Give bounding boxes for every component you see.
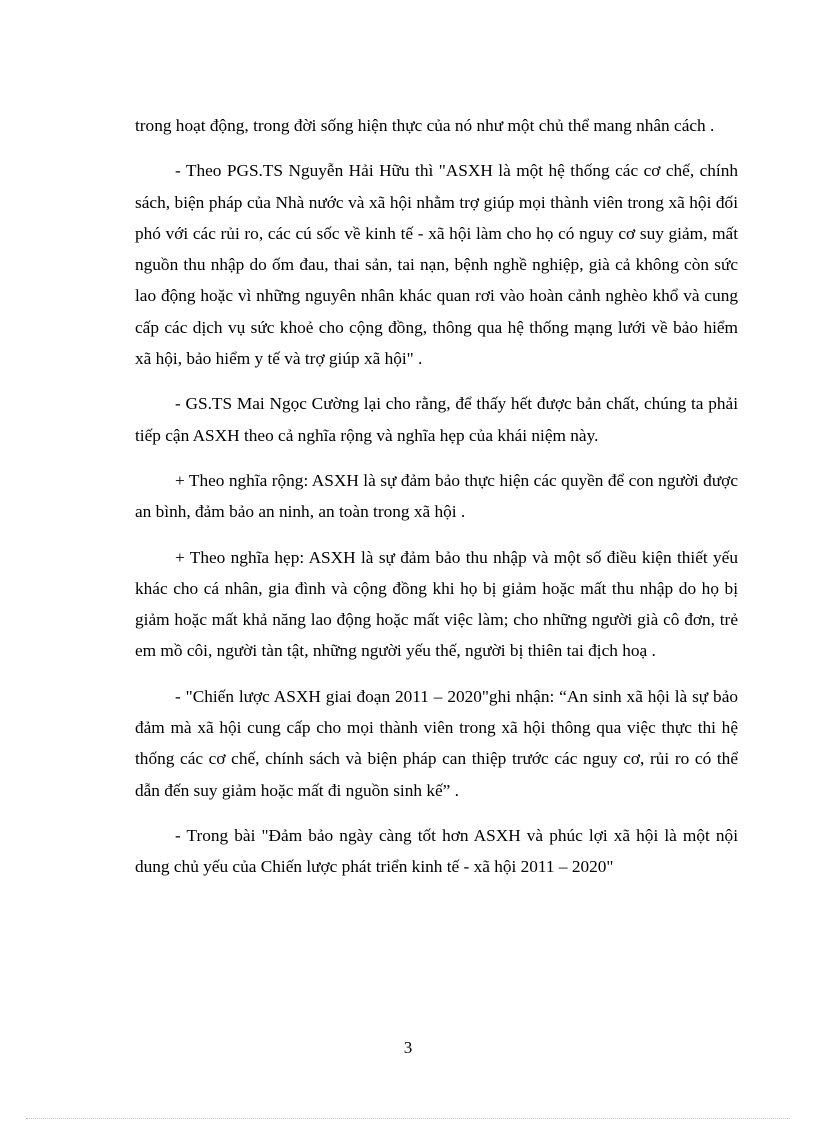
paragraph-trong-bai: - Trong bài "Đảm bảo ngày càng tốt hơn ASXH và phúc lợi xã hội là một nội dung chủ yếu của Chiến lược phát triển kinh tế - xã hội 2011 – 2020" bbox=[135, 825, 738, 877]
page-number: 3 bbox=[403, 1038, 413, 1057]
paragraph-broad-sense: + Theo nghĩa rộng: ASXH là sự đảm bảo thực hiện các quyền để con người được an bình, đảm bảo an ninh, an toàn trong xã hội . bbox=[135, 470, 738, 522]
paragraph-mai-ngoc-cuong: - GS.TS Mai Ngọc Cường lại cho rằng, để thấy hết được bản chất, chúng ta phải tiếp cận ASXH theo cả nghĩa rộng và nghĩa hẹp của khái niệm này. bbox=[135, 394, 738, 445]
paragraph-narrow-sense: + Theo nghĩa hẹp: ASXH là sự đảm bảo thu nhập và một số điều kiện thiết yếu khác cho cá nhân, gia đình và cộng đồng khi họ bị giảm hoặc mất thu nhập do họ bị giảm hoặc mất khả năng lao động hoặc mất việc làm; cho những người già cô đơn, trẻ em mồ côi, người tàn tật, những người yếu thế, người bị thiên tai địch hoạ . bbox=[135, 547, 738, 661]
paragraph-nguyen-hai-huu: - Theo PGS.TS Nguyễn Hải Hữu thì "ASXH là một hệ thống các cơ chế, chính sách, biện pháp của Nhà nước và xã hội nhằm trợ giúp mọi thành viên trong xã hội đối phó với các rủi ro, các cú sốc về kinh tế - xã hội làm cho họ có nguy cơ suy giảm, mất nguồn thu nhập do ốm đau, thai sản, tai nạn, bệnh nghề nghiệp, già cả không còn sức lao động hoặc vì những nguyên nhân khác quan rơi vào hoàn cảnh nghèo khổ và cung cấp các dịch vụ sức khoẻ cho cộng đồng, thông qua hệ thống mạng lưới về bảo hiểm xã hội, bảo hiểm y tế và trợ giúp xã hội" . bbox=[135, 161, 738, 369]
paragraph-continuation: trong hoạt động, trong đời sống hiện thực của nó như một chủ thể mang nhân cách . bbox=[135, 116, 715, 135]
paragraph-strategy-2011-2020: - "Chiến lược ASXH giai đoạn 2011 – 2020"ghi nhận: “An sinh xã hội là sự bảo đảm mà xã hội cung cấp cho mọi thành viên trong xã hội thông qua việc thực thi hệ thống các cơ chế, chính sách và biện pháp can thiệp trước các nguy cơ, rủi ro có thể dẫn đến suy giảm hoặc mất đi nguồn sinh kế” . bbox=[135, 686, 738, 800]
page-bottom-divider bbox=[26, 1118, 790, 1119]
document-body bbox=[135, 110, 738, 897]
